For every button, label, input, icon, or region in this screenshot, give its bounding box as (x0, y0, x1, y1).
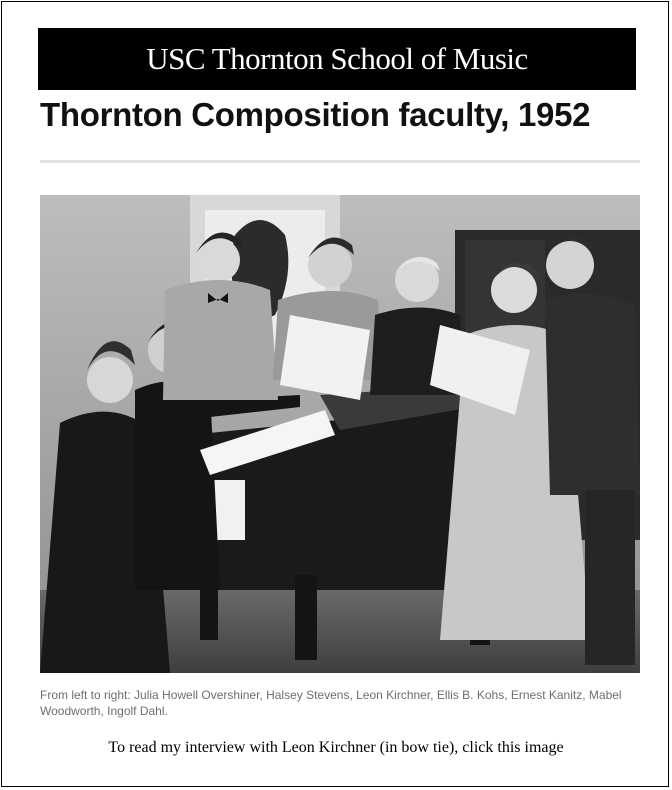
usc-thornton-banner (38, 28, 636, 90)
page-title: Thornton Composition faculty, 1952 (40, 96, 591, 133)
interview-link-text[interactable]: To read my interview with Leon Kirchner (in bow tie), click this image (108, 739, 564, 756)
title-divider (40, 160, 640, 163)
photo-caption: From left to right: Julia Howell Overshiner, Halsey Stevens, Leon Kirchner, Ellis B. Kohs, Ernest Kanitz, Mabel Woodworth, Ingolf Dahl. (40, 688, 622, 718)
faculty-photo-link[interactable] (40, 195, 640, 673)
faculty-photo (40, 195, 640, 673)
banner-logo-text: USC Thornton School of Music (146, 41, 528, 76)
